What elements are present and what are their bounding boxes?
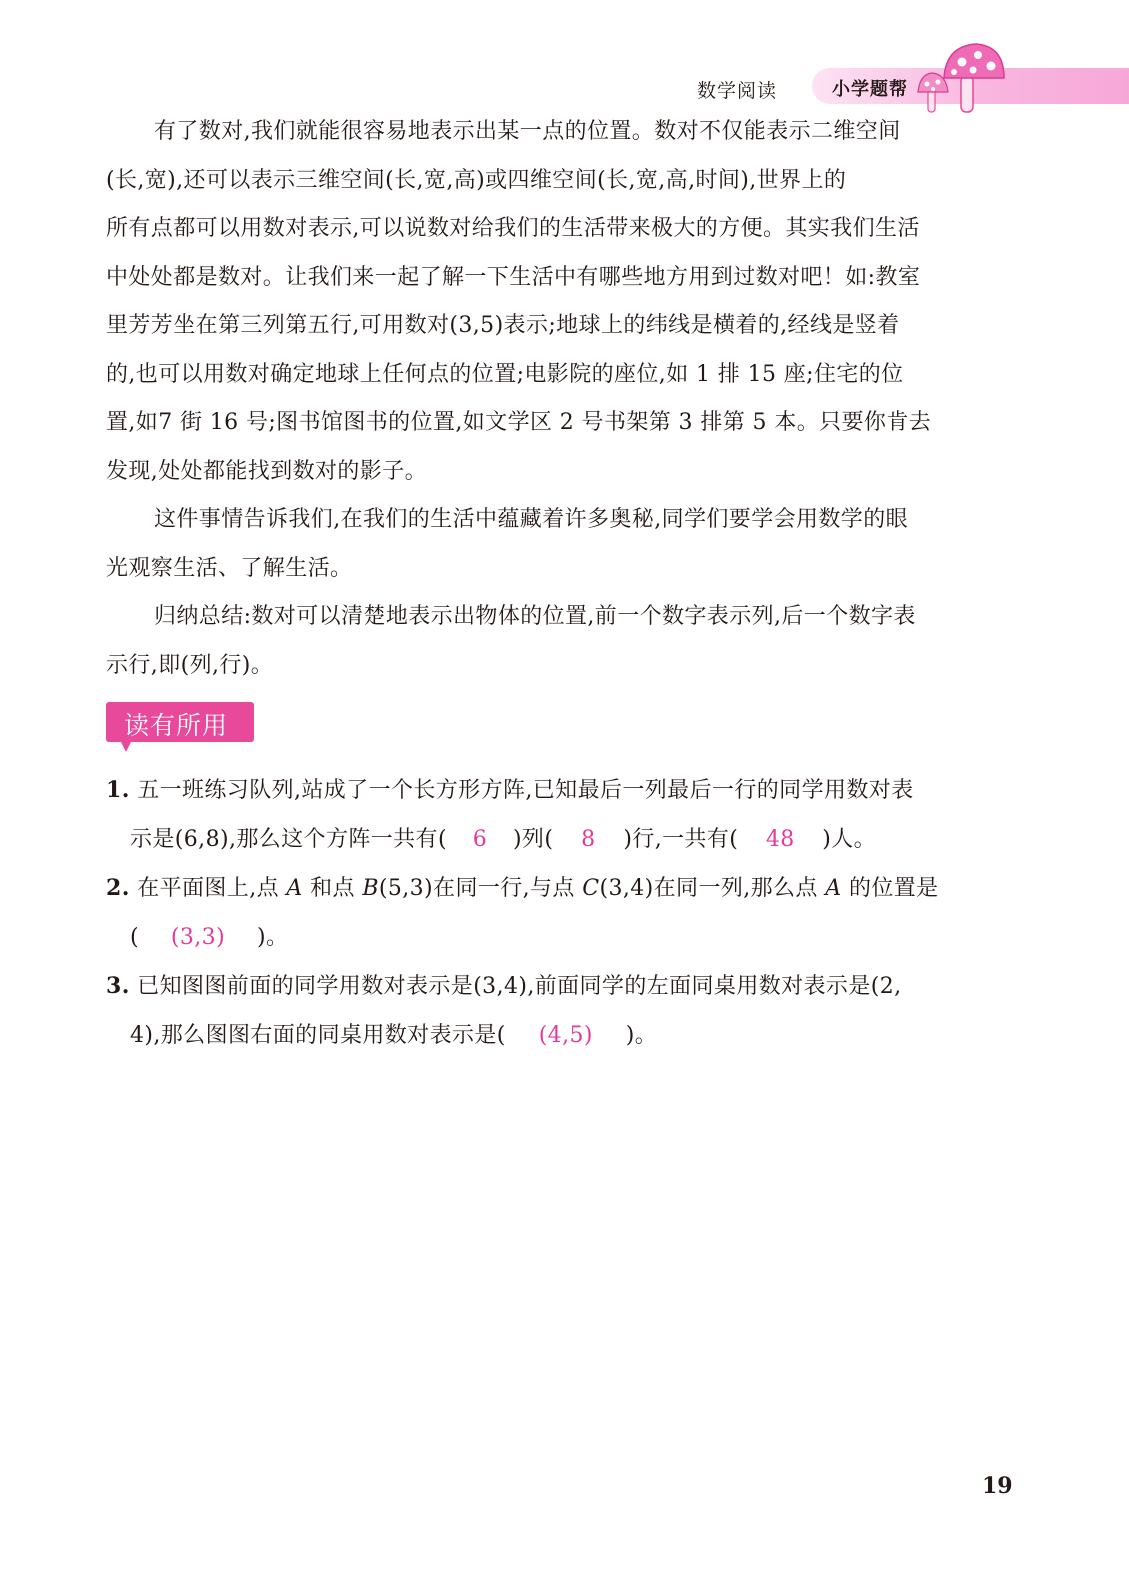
question-text: (3,4)在同一列,那么点 [599,876,818,901]
text-line: 的,也可以用数对确定地球上任何点的位置;电影院的座位,如 1 排 15 座;住宅的位 [106,361,904,387]
paragraph-2 [106,496,1022,593]
mushroom-icon [916,40,1008,116]
question-text: )行,一共有( [623,826,739,852]
page-number: 19 [982,1473,1013,1499]
text-line: 示行,即(列,行)。 [106,652,274,678]
variable: B [362,876,379,901]
text-line: 里芳芳坐在第三列第五行,可用数对(3,5)表示;地球上的纬线是横着的,经线是竖着 [106,313,900,338]
question-text: 已知图图前面的同学用数对表示是(3,4),前面同学的左面同桌用数对表示是(2, [137,974,902,999]
question-3 [106,962,1022,1060]
question-text: ( [130,924,139,950]
text-line: 这件事情告诉我们,在我们的生活中蕴藏着许多奥秘,同学们要学会用数学的眼 [154,507,908,532]
text-line: 光观察生活、了解生活。 [106,555,353,581]
reading-passage [106,108,1022,690]
question-1 [106,766,1022,864]
text-line: 发现,处处都能找到数对的影子。 [106,458,427,484]
text-line: (长,宽),还可以表示三维空间(长,宽,高)或四维空间(长,宽,高,时间),世界上的 [106,167,847,193]
question-number: 3. [106,973,130,999]
question-text: 示是(6,8),那么这个方阵一共有( [130,826,447,852]
question-text: 4),那么图图右面的同桌用数对表示是( [130,1022,506,1048]
text-line: 所有点都可以用数对表示,可以说数对给我们的生活带来极大的方便。其实我们生活 [106,216,920,241]
text-line: 归纳总结:数对可以清楚地表示出物体的位置,前一个数字表示列,后一个数字表 [154,604,916,629]
answer-blank: 48 [765,826,795,852]
paragraph-3 [106,593,1022,690]
question-text: (5,3)在同一行,与点 [378,876,575,901]
variable: A [825,876,842,901]
text-line: 有了数对,我们就能很容易地表示出某一点的位置。数对不仅能表示二维空间 [154,119,901,144]
question-text: )。 [625,1022,658,1048]
text-line: 置,如7 街 16 号;图书馆图书的位置,如文学区 2 号书架第 3 排第 5 本。只要你肯去 [106,410,932,435]
question-2 [106,864,1022,962]
text-line: 中处处都是数对。让我们来一起了解一下生活中有哪些地方用到过数对吧！如:教室 [106,264,921,290]
header-brand: 小学题帮 [832,79,908,100]
question-text: 的位置是 [848,876,939,901]
question-text: )。 [256,924,289,950]
exercise-list [106,766,1022,1060]
question-text: )列( [512,826,554,852]
question-text: 在平面图上,点 [137,876,279,901]
question-text: 五一班练习队列,站成了一个长方形方阵,已知最后一列最后一行的同学用数对表 [137,778,914,803]
question-number: 2. [106,875,130,901]
answer-blank: 8 [581,826,596,852]
section-tag [106,702,254,742]
header-section-title: 数学阅读 [697,80,778,102]
answer-blank: (4,5) [538,1022,593,1048]
question-text: 和点 [310,876,355,901]
variable: C [582,876,600,901]
answer-blank: 6 [472,826,488,852]
answer-blank: (3,3) [170,924,226,950]
paragraph-1 [106,108,1022,496]
section-tag-label: 读有所用 [124,711,229,740]
question-number: 1. [106,777,130,803]
question-text: )人。 [822,826,877,852]
variable: A [286,876,303,901]
